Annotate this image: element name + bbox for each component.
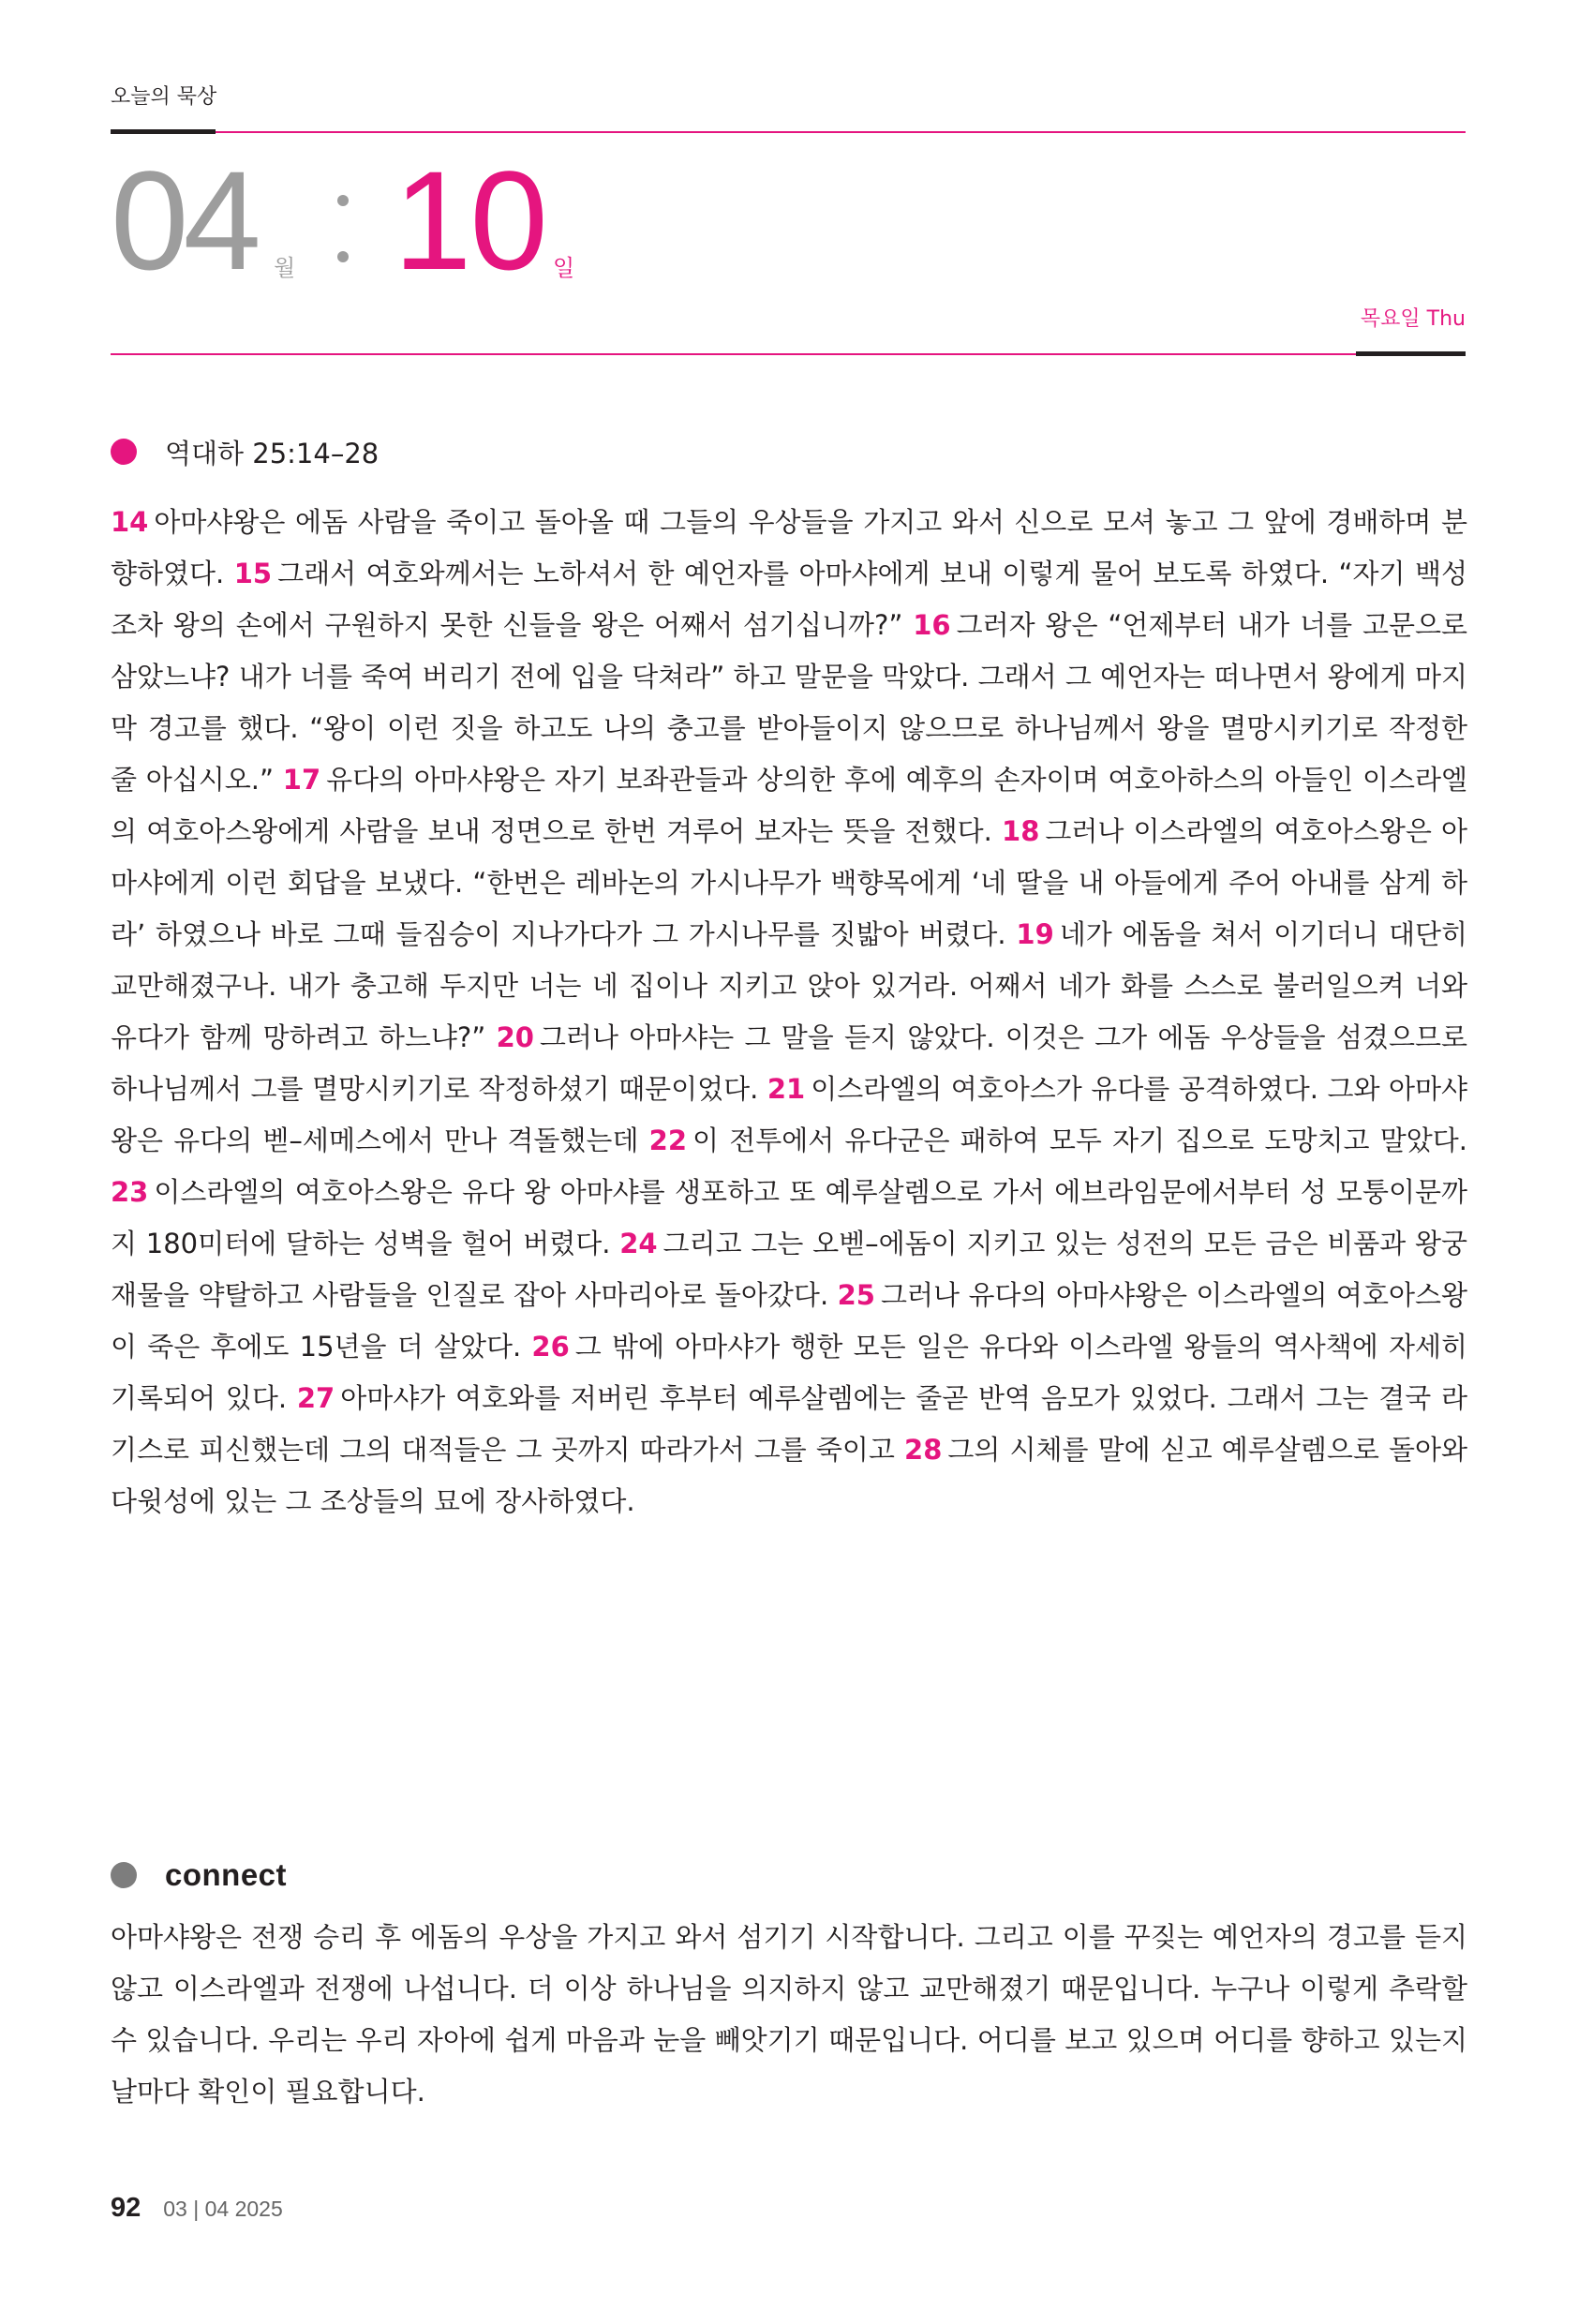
verse-text: 그래서 여호와께서는 노하셔서 한 예언자를 아마샤에게 보내 이렇게 물어 보도록 하였다. “자기 백성조차 왕의 손에서 구원하지 못한 신들을 왕은 어째서 섬기십니까?” xyxy=(111,558,1467,641)
section-label: 오늘의 묵상 xyxy=(111,85,217,109)
verse-number: 27 xyxy=(296,1382,335,1414)
verse-number: 21 xyxy=(767,1073,806,1105)
verse-text: 그의 시체를 말에 싣고 예루살렘으로 돌아와 다윗성에 있는 그 조상들의 묘에 장사하였다. xyxy=(111,1434,1467,1517)
verse-number: 28 xyxy=(904,1434,943,1466)
verse-number: 20 xyxy=(496,1021,534,1053)
verse-text: 이스라엘의 여호아스가 유다를 공격하였다. 그와 아마샤왕은 유다의 벧–세메스에서 만나 격돌했는데 xyxy=(111,1073,1467,1156)
scripture-heading xyxy=(111,433,379,470)
verse-text: 그 밖에 아마샤가 행한 모든 일은 유다와 이스라엘 왕들의 역사책에 자세히 기록되어 있다. xyxy=(111,1331,1467,1414)
issue-label: 03 | 04 2025 xyxy=(163,2197,283,2221)
verse-number: 22 xyxy=(648,1125,687,1156)
verse-text: 그러나 유다의 아마샤왕은 이스라엘의 여호아스왕이 죽은 후에도 15년을 더 살았다. xyxy=(111,1279,1467,1363)
weekday-label: 목요일 Thu xyxy=(1360,307,1466,331)
verse-number: 24 xyxy=(619,1228,658,1259)
verse-number: 25 xyxy=(837,1279,875,1311)
verse-number: 15 xyxy=(233,558,273,589)
top-divider-accent xyxy=(111,129,216,134)
date-colon xyxy=(337,195,349,262)
verse-text: 유다의 아마샤왕은 자기 보좌관들과 상의한 후에 예후의 손자이며 여호아하스의 아들인 이스라엘의 여호아스왕에게 사람을 보내 정면으로 한번 겨루어 보자는 뜻을 전했다. xyxy=(111,764,1468,847)
bullet-dot-icon xyxy=(111,1862,137,1888)
connect-heading xyxy=(111,1856,287,1894)
page-number: 92 xyxy=(111,2193,141,2223)
verse-number: 18 xyxy=(1002,815,1040,847)
verse-text: 그러자 왕은 “언제부터 내가 너를 고문으로 삼았느냐? 내가 너를 죽여 버리기 전에 입을 닥쳐라” 하고 말문을 막았다. 그래서 그 예언자는 떠나면서 왕에게 마지막 경고를 했다. “왕이 이런 짓을 하고도 나의 충고를 받아들이지 않으므로 하나님께서 왕을 멸망시키기로 작정한 줄 아십시오.” xyxy=(111,609,1467,796)
verse-number: 17 xyxy=(282,764,321,796)
bullet-dot-icon xyxy=(111,439,137,465)
verse-number: 26 xyxy=(531,1331,570,1363)
verse-text: 이 전투에서 유다군은 패하여 모두 자기 집으로 도망치고 말았다. xyxy=(692,1125,1467,1156)
connect-title: connect xyxy=(165,1857,288,1892)
verse-text: 이스라엘의 여호아스왕은 유다 왕 아마샤를 생포하고 또 예루살렘으로 가서 에브라임문에서부터 성 모퉁이문까지 180미터에 달하는 성벽을 헐어 버렸다. xyxy=(111,1176,1467,1259)
verse-text: 네가 에돔을 쳐서 이기더니 대단히 교만해졌구나. 내가 충고해 두지만 너는 네 집이나 지키고 앉아 있거라. 어째서 네가 화를 스스로 불러일으켜 너와 유다가 함께 망하려고 하느냐?” xyxy=(111,918,1467,1053)
month-number: 04 xyxy=(111,142,256,299)
verse-number: 14 xyxy=(111,506,149,538)
page-footer xyxy=(111,2193,283,2224)
top-divider xyxy=(111,131,1466,133)
verse-number: 16 xyxy=(913,609,951,641)
header-divider-accent xyxy=(1356,351,1466,356)
month-unit: 월 xyxy=(274,255,296,281)
verse-text: 그러나 이스라엘의 여호아스왕은 아마샤에게 이런 회답을 보냈다. “한번은 레바논의 가시나무가 백향목에게 ‘네 딸을 내 아들에게 주어 아내를 삼게 하라’ 하였으나 바로 그때 들짐승이 지나가다가 그 가시나무를 짓밟아 버렸다. xyxy=(111,815,1467,950)
scripture-reference: 역대하 25:14–28 xyxy=(165,437,380,469)
verse-text: 아마샤가 여호와를 저버린 후부터 예루살렘에는 줄곧 반역 음모가 있었다. 그래서 그는 결국 라기스로 피신했는데 그의 대적들은 그 곳까지 따라가서 그를 죽이고 xyxy=(111,1382,1468,1466)
verse-text: 그리고 그는 오벧–에돔이 지키고 있는 성전의 모든 금은 비품과 왕궁 재물을 약탈하고 사람들을 인질로 잡아 사마리아로 돌아갔다. xyxy=(111,1228,1468,1311)
verse-text: 그러나 아마샤는 그 말을 듣지 않았다. 이것은 그가 에돔 우상들을 섬겼으므로 하나님께서 그를 멸망시키기로 작정하셨기 때문이었다. xyxy=(111,1021,1467,1105)
scripture-passage xyxy=(111,497,1467,1527)
verse-number: 19 xyxy=(1016,918,1054,950)
day-unit: 일 xyxy=(553,255,575,281)
header-divider xyxy=(111,353,1466,355)
connect-text: 아마샤왕은 전쟁 승리 후 에돔의 우상을 가지고 와서 섬기기 시작합니다. 그리고 이를 꾸짖는 예언자의 경고를 듣지 않고 이스라엘과 전쟁에 나섭니다. 더 이상 하나님을 의지하지 않고 교만해졌기 때문입니다. 누구나 이렇게 추락할 수 있습니다. 우리는 우리 자아에 쉽게 마음과 눈을 빼앗기기 때문입니다. 어디를 보고 있으며 어디를 향하고 있는지 날마다 확인이 필요합니다. xyxy=(111,1921,1467,2108)
verse-number: 23 xyxy=(111,1176,149,1208)
day-number: 10 xyxy=(394,142,546,299)
verse-text: 아마샤왕은 에돔 사람을 죽이고 돌아올 때 그들의 우상들을 가지고 와서 신으로 모셔 놓고 그 앞에 경배하며 분향하였다. xyxy=(111,506,1467,589)
